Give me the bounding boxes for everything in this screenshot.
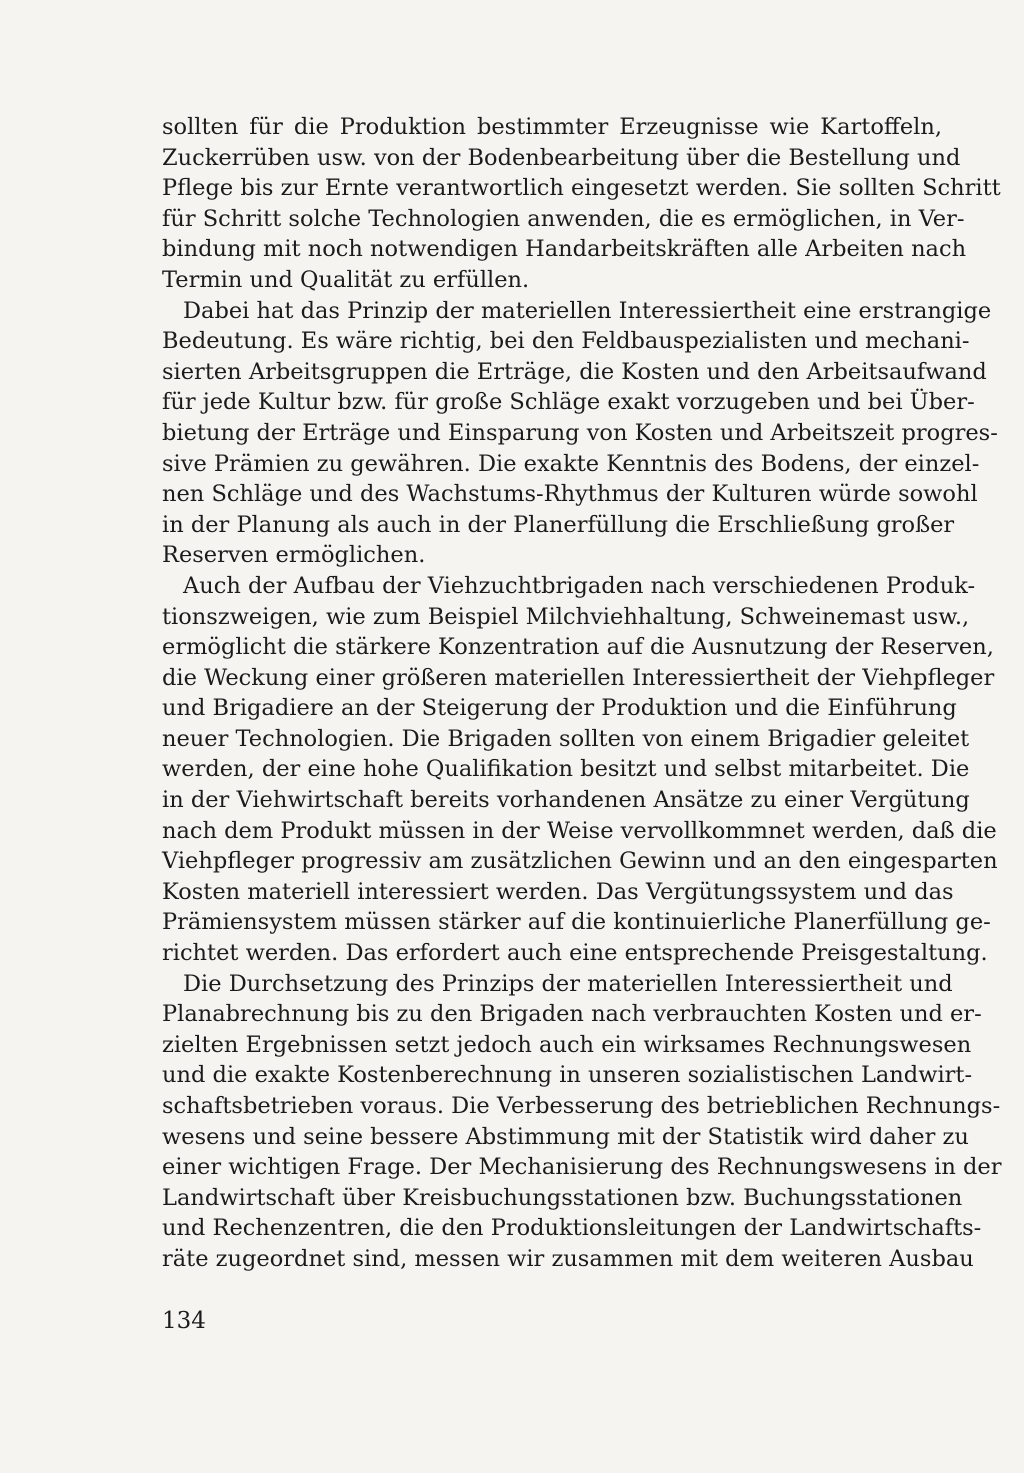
- text-line: bietung der Erträge und Einsparung von Kosten und Arbeitszeit progres-: [162, 419, 998, 446]
- body-text: [162, 112, 1002, 1275]
- text-line: zielten Ergebnissen setzt jedoch auch ein wirksames Rechnungswesen: [162, 1031, 972, 1058]
- text-line: einer wichtigen Frage. Der Mechanisierung des Rechnungswesens in der: [162, 1154, 1002, 1181]
- text-line: Auch der Aufbau der Viehzuchtbrigaden nach verschiedenen Produk-: [183, 572, 976, 599]
- text-line: ermöglicht die stärkere Konzentration auf die Ausnutzung der Reserven,: [162, 634, 994, 661]
- text-line: Prämiensystem müssen stärker auf die kontinuierliche Planerfüllung ge-: [162, 909, 991, 936]
- text-line: werden, der eine hohe Qualifikation besitzt und selbst mitarbeitet. Die: [162, 756, 970, 783]
- text-line: richtet werden. Das erfordert auch eine entsprechende Preisgestaltung.: [162, 940, 988, 967]
- text-line: Bedeutung. Es wäre richtig, bei den Feldbauspezialisten und mechani-: [162, 328, 970, 355]
- text-line: Reserven ermöglichen.: [162, 542, 426, 569]
- text-line: Termin und Qualität zu erfüllen.: [162, 266, 530, 293]
- text-line: und Rechenzentren, die den Produktionsleitungen der Landwirtschafts-: [162, 1215, 982, 1242]
- text-line: Planabrechnung bis zu den Brigaden nach verbrauchten Kosten und er-: [162, 1001, 982, 1028]
- text-line: Landwirtschaft über Kreisbuchungsstationen bzw. Buchungsstationen: [162, 1184, 963, 1211]
- text-line: räte zugeordnet sind, messen wir zusammen mit dem weiteren Ausbau: [162, 1245, 974, 1272]
- text-line: Pflege bis zur Ernte verantwortlich eingesetzt werden. Sie sollten Schritt: [162, 175, 1001, 202]
- page-number: 134: [162, 1308, 206, 1334]
- text-line: Kosten materiell interessiert werden. Das Vergütungssystem und das: [162, 878, 954, 905]
- text-line: Zuckerrüben usw. von der Bodenbearbeitung über die Bestellung und: [162, 144, 961, 171]
- text-line: für jede Kultur bzw. für große Schläge exakt vorzugeben und bei Über-: [162, 389, 975, 416]
- text-line: die Weckung einer größeren materiellen Interessiertheit der Viehpfleger: [162, 664, 995, 691]
- text-line: sollten für die Produktion bestimmter Erzeugnisse wie Kartoffeln,: [162, 114, 942, 140]
- text-line: schaftsbetrieben voraus. Die Verbesserung des betrieblichen Rechnungs-: [162, 1093, 1001, 1119]
- text-line: wesens und seine bessere Abstimmung mit der Statistik wird daher zu: [162, 1123, 969, 1150]
- text-line: nach dem Produkt müssen in der Weise vervollkommnet werden, daß die: [162, 817, 997, 844]
- text-line: sierten Arbeitsgruppen die Erträge, die Kosten und den Arbeitsaufwand: [162, 358, 987, 385]
- text-line: für Schritt solche Technologien anwenden, die es ermöglichen, in Ver-: [162, 205, 965, 232]
- paragraph: [162, 571, 998, 969]
- paragraph: [162, 112, 1001, 296]
- text-line: bindung mit noch notwendigen Handarbeitskräften alle Arbeiten nach: [162, 236, 967, 263]
- text-line: tionszweigen, wie zum Beispiel Milchviehhaltung, Schweinemast usw.,: [162, 603, 970, 630]
- text-line: sive Prämien zu gewähren. Die exakte Kenntnis des Bodens, der einzel-: [162, 450, 980, 477]
- text-line: neuer Technologien. Die Brigaden sollten von einem Brigadier geleitet: [162, 725, 970, 752]
- text-line: Viehpfleger progressiv am zusätzlichen Gewinn und an den eingesparten: [162, 848, 998, 875]
- text-line: nen Schläge und des Wachstums-Rhythmus der Kulturen würde sowohl: [162, 481, 978, 508]
- text-line: und die exakte Kostenberechnung in unseren sozialistischen Landwirt-: [162, 1062, 973, 1089]
- text-line: Dabei hat das Prinzip der materiellen Interessiertheit eine erstrangige: [183, 297, 992, 324]
- paragraph: [162, 296, 998, 571]
- text-line: in der Planung als auch in der Planerfüllung die Erschließung großer: [162, 511, 955, 538]
- paragraph: [162, 969, 1002, 1275]
- text-line: Die Durchsetzung des Prinzips der materiellen Interessiertheit und: [183, 970, 953, 997]
- text-line: und Brigadiere an der Steigerung der Produktion und die Einführung: [162, 695, 957, 722]
- text-line: in der Viehwirtschaft bereits vorhandenen Ansätze zu einer Vergütung: [162, 787, 970, 814]
